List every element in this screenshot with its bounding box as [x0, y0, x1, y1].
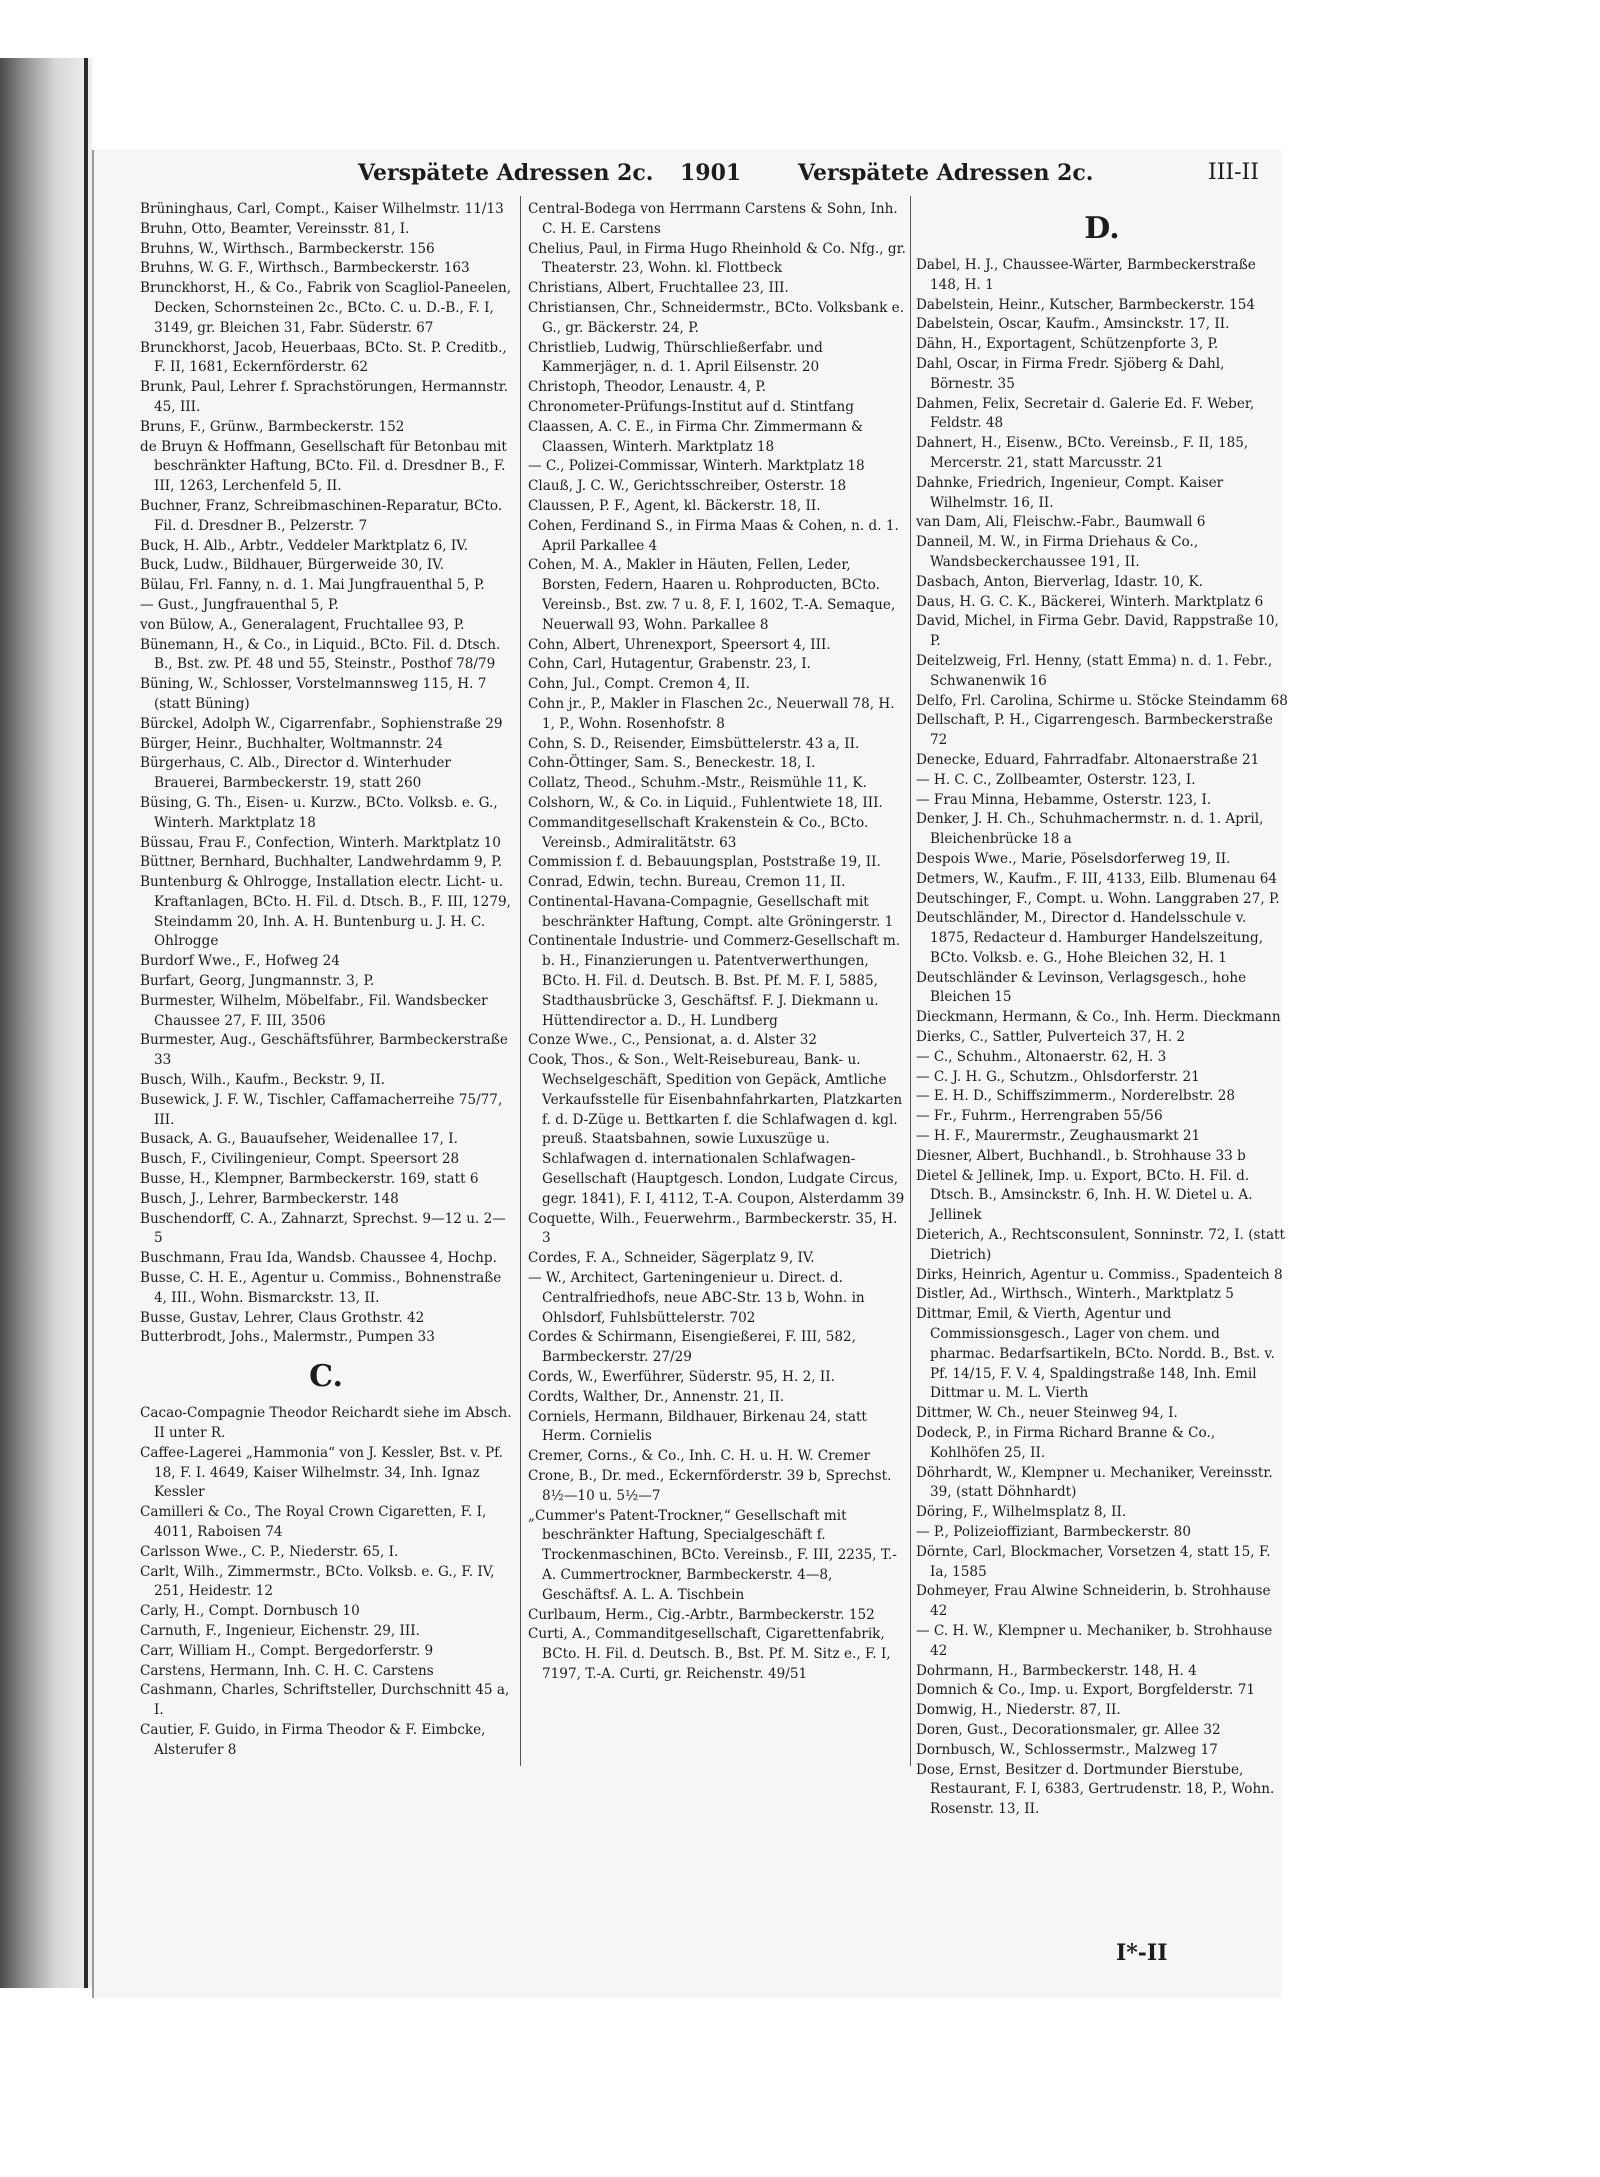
directory-entry: Domwig, H., Niederstr. 87, II.	[916, 1702, 1121, 1719]
directory-entry: Central-Bodega von Herrmann Carstens & Sohn, Inh. C. H. E. Carstens	[528, 201, 898, 237]
directory-entry: Bürgerhaus, C. Alb., Director d. Winterhuder Brauerei, Barmbeckerstr. 19, statt 260	[140, 755, 451, 792]
directory-entry: Dodeck, P., in Firma Richard Branne & Co., Kohlhöfen 25, II.	[916, 1425, 1216, 1461]
directory-entry: — P., Polizeioffiziant, Barmbeckerstr. 80	[916, 1524, 1191, 1540]
directory-entry: — C., Polizei-Commissar, Winterh. Marktplatz 18	[528, 458, 865, 475]
directory-entry: Butterbrodt, Johs., Malermstr., Pumpen 33	[140, 1329, 435, 1346]
directory-entry: Delfo, Frl. Carolina, Schirme u. Stöcke Steindamm 68	[916, 692, 1288, 709]
directory-entry: Dähn, H., Exportagent, Schützenpforte 3, P.	[916, 336, 1219, 353]
directory-entry: de Bruyn & Hoffmann, Gesellschaft für Betonbau mit beschränkter Haftung, BCto. Fil. d. Dresdner B., F. III, 1263, Lerchenfeld 5, II.	[140, 438, 507, 495]
book-binding	[0, 58, 92, 1988]
directory-entry: Chelius, Paul, in Firma Hugo Rheinhold & Co. Nfg., gr. Theaterstr. 23, Wohn. kl. Flottbeck	[528, 240, 906, 277]
directory-entry: Cacao-Compagnie Theodor Reichardt siehe im Absch. II unter R.	[140, 1405, 512, 1442]
directory-entry: Diesner, Albert, Buchhandl., b. Strohhause 33 b	[916, 1147, 1246, 1164]
directory-entry: Dieckmann, Hermann, & Co., Inh. Herm. Dieckmann	[916, 1009, 1281, 1026]
column-rule-1	[520, 196, 521, 1766]
directory-entry: Dittmer, W. Ch., neuer Steinweg 94, I.	[916, 1405, 1178, 1422]
directory-entry: Busse, C. H. E., Agentur u. Commiss., Bohnenstraße 4, III., Wohn. Bismarckstr. 13, II.	[140, 1270, 502, 1306]
footer-signature: I*-II	[1116, 1940, 1168, 1966]
directory-entry: Doren, Gust., Decorationsmaler, gr. Allee 32	[916, 1721, 1221, 1738]
directory-entry: Dahl, Oscar, in Firma Fredr. Sjöberg & Dahl, Börnestr. 35	[916, 355, 1225, 392]
directory-entry: Buck, H. Alb., Arbtr., Veddeler Marktplatz 6, IV.	[140, 537, 469, 554]
directory-entry: Burmester, Wilhelm, Möbelfabr., Fil. Wandsbecker Chaussee 27, F. III, 3506	[140, 992, 488, 1029]
directory-entry: Brunckhorst, H., & Co., Fabrik von Scagliol-Paneelen, Decken, Schornsteinen 2c., BCto. C. u. D.-B., F. I, 3149, gr. Bleichen 31, Fabr. Süderstr. 67	[140, 280, 512, 336]
directory-entry: Büssau, Frau F., Confection, Winterh. Marktplatz 10	[140, 834, 501, 851]
directory-entry: — C. H. W., Klempner u. Mechaniker, b. Strohhause 42	[916, 1622, 1273, 1659]
directory-entry: Dose, Ernst, Besitzer d. Dortmunder Bierstube, Restaurant, F. I, 6383, Gertrudenstr. 18, P., Wohn. Rosenstr. 13, II.	[916, 1761, 1275, 1818]
directory-entry: Burdorf Wwe., F., Hofweg 24	[140, 953, 340, 970]
directory-entry: Deitelzweig, Frl. Henny, (statt Emma) n. d. 1. Febr., Schwanenwik 16	[916, 652, 1273, 689]
directory-entry: Dellschaft, P. H., Cigarrengesch. Barmbeckerstraße 72	[916, 712, 1273, 749]
directory-entry: Cohen, M. A., Makler in Häuten, Fellen, Leder, Borsten, Federn, Haaren u. Rohproducten, BCto. Vereinsb., Bst. zw. 7 u. 8, F. I, 1602, T.-A. Semaque, Neuerwall 93, Wohn. Parkallee 8	[528, 557, 896, 633]
directory-entry: Büttner, Bernhard, Buchhalter, Landwehrdamm 9, P.	[140, 854, 503, 871]
directory-entry: Cordts, Walther, Dr., Annenstr. 21, II.	[528, 1388, 785, 1405]
directory-entry: Christians, Albert, Fruchtallee 23, III.	[528, 280, 789, 297]
directory-entry: Danneil, M. W., in Firma Driehaus & Co., Wandsbeckerchaussee 191, II.	[916, 534, 1199, 570]
directory-entry: — C. J. H. G., Schutzm., Ohlsdorferstr. 21	[916, 1068, 1200, 1085]
directory-entry: Crone, B., Dr. med., Eckernförderstr. 39 b, Sprechst. 8½—10 u. 5½—7	[528, 1468, 892, 1504]
directory-entry: Carr, William H., Compt. Bergedorferstr. 9	[140, 1642, 434, 1659]
binding-edge	[84, 58, 88, 1988]
directory-entry: Busse, H., Klempner, Barmbeckerstr. 169, statt 6	[140, 1171, 479, 1188]
column-3	[916, 200, 1288, 1850]
directory-entry: Carlsson Wwe., C. P., Niederstr. 65, I.	[140, 1543, 399, 1560]
directory-entry: Bünemann, H., & Co., in Liquid., BCto. Fil. d. Dtsch. B., Bst. zw. Pf. 48 und 55, Steinstr., Posthof 78/79	[140, 636, 501, 673]
directory-entry: Cohn-Öttinger, Sam. S., Beneckestr. 18, I.	[528, 755, 816, 772]
directory-entry: Detmers, W., Kaufm., F. III, 4133, Eilb. Blumenau 64	[916, 870, 1278, 887]
directory-entry: Dohrmann, H., Barmbeckerstr. 148, H. 4	[916, 1662, 1197, 1679]
directory-entry: Busse, Gustav, Lehrer, Claus Grothstr. 42	[140, 1309, 425, 1326]
directory-entry: Bürckel, Adolph W., Cigarrenfabr., Sophienstraße 29	[140, 715, 503, 732]
directory-entry: Carnuth, F., Ingenieur, Eichenstr. 29, III.	[140, 1622, 420, 1639]
directory-entry: Döhrhardt, W., Klempner u. Mechaniker, Vereinsstr. 39, (statt Döhnhardt)	[916, 1464, 1273, 1501]
directory-entry: Christlieb, Ludwig, Thürschließerfabr. und Kammerjäger, n. d. 1. April Eilsenstr. 20	[528, 339, 823, 376]
directory-entry: Christiansen, Chr., Schneidermstr., BCto. Volksbank e. G., gr. Bäckerstr. 24, P.	[528, 299, 905, 336]
directory-entry: Cautier, F. Guido, in Firma Theodor & F. Eimbcke, Alsterufer 8	[140, 1721, 486, 1758]
header-year: 1901	[680, 160, 742, 186]
directory-entry: Buschendorff, C. A., Zahnarzt, Sprechst. 9—12 u. 2—5	[140, 1210, 506, 1247]
directory-entry: Buck, Ludw., Bildhauer, Bürgerweide 30, IV.	[140, 557, 445, 574]
directory-entry: Dasbach, Anton, Bierverlag, Idastr. 10, K.	[916, 573, 1203, 590]
directory-entry: Bruns, F., Grünw., Barmbeckerstr. 152	[140, 418, 405, 435]
directory-entry: Cohn, S. D., Reisender, Eimsbüttelerstr. 43 a, II.	[528, 735, 860, 752]
directory-entry: Dieterich, A., Rechtsconsulent, Sonninstr. 72, I. (statt Dietrich)	[916, 1227, 1285, 1263]
directory-entry: von Bülow, A., Generalagent, Fruchtallee 93, P.	[140, 616, 465, 633]
directory-entry: Brunckhorst, Jacob, Heuerbaas, BCto. St. P. Creditb., F. II, 1681, Eckernförderstr. 62	[140, 339, 507, 376]
directory-entry: Büning, W., Schlosser, Vorstelmannsweg 115, H. 7 (statt Büning)	[140, 676, 487, 712]
directory-entry: Dietel & Jellinek, Imp. u. Export, BCto. H. Fil. d. Dtsch. B., Amsinckstr. 6, Inh. H. W. Dietel u. A. Jellinek	[916, 1167, 1253, 1224]
directory-entry: Domnich & Co., Imp. u. Export, Borgfelderstr. 71	[916, 1682, 1255, 1699]
directory-entry: Daus, H. G. C. K., Bäckerei, Winterh. Marktplatz 6	[916, 593, 1264, 610]
directory-entry: Busewick, J. F. W., Tischler, Caffamacherreihe 75/77, III.	[140, 1091, 503, 1128]
directory-entry: — E. H. D., Schiffszimmerm., Norderelbstr. 28	[916, 1088, 1236, 1105]
directory-entry: Dahnert, H., Eisenw., BCto. Vereinsb., F. II, 185, Mercerstr. 21, statt Marcusstr. 21	[916, 435, 1249, 471]
section-letter: D.	[1084, 211, 1120, 246]
directory-entry: Busch, J., Lehrer, Barmbeckerstr. 148	[140, 1190, 399, 1207]
directory-entry: Corniels, Hermann, Bildhauer, Birkenau 24, statt Herm. Cornielis	[528, 1408, 867, 1445]
directory-entry: Denker, J. H. Ch., Schuhmachermstr. n. d. 1. April, Bleichenbrücke 18 a	[916, 811, 1264, 848]
directory-entry: Caffee-Lagerei „Hammonia“ von J. Kessler, Bst. v. Pf. 18, F. I. 4649, Kaiser Wilhelmstr. 34, Inh. Ignaz Kessler	[140, 1444, 503, 1501]
directory-entry: Bürger, Heinr., Buchhalter, Woltmannstr. 24	[140, 735, 444, 752]
header-right: Verspätete Adressen 2c.	[798, 160, 1094, 186]
directory-entry: — Fr., Fuhrm., Herrengraben 55/56	[916, 1108, 1163, 1125]
directory-entry: van Dam, Ali, Fleischw.-Fabr., Baumwall 6	[916, 514, 1206, 531]
directory-entry: Buntenburg & Ohlrogge, Installation electr. Licht- u. Kraftanlagen, BCto. H. Fil. d. Dtsch. B., F. III, 1279, Steindamm 20, Inh. A. H. Buntenburg u. J. H. C. Ohlrogge	[140, 874, 511, 950]
directory-entry: Dahnke, Friedrich, Ingenieur, Compt. Kaiser Wilhelmstr. 16, II.	[916, 474, 1224, 511]
column-1	[140, 200, 512, 1850]
directory-entry: Dirks, Heinrich, Agentur u. Commiss., Spadenteich 8	[916, 1266, 1283, 1283]
directory-entry: Deutschländer, M., Director d. Handelsschule v. 1875, Redacteur d. Hamburger Handelszeitung, BCto. Volksb. e. G., Hohe Bleichen 32, H. 1	[916, 910, 1264, 966]
directory-entry: Bruhn, Otto, Beamter, Vereinsstr. 81, I.	[140, 220, 410, 237]
directory-entry: — H. F., Maurermstr., Zeughausmarkt 21	[916, 1128, 1201, 1145]
directory-entry: Cohn jr., P., Makler in Flaschen 2c., Neuerwall 78, H. 1, P., Wohn. Rosenhofstr. 8	[528, 695, 895, 732]
directory-entry: Cohn, Jul., Compt. Cremon 4, II.	[528, 676, 750, 693]
directory-entry: Despois Wwe., Marie, Pöselsdorferweg 19, II.	[916, 850, 1231, 867]
directory-entry: — Gust., Jungfrauenthal 5, P.	[140, 596, 339, 613]
directory-entry: David, Michel, in Firma Gebr. David, Rappstraße 10, P.	[916, 613, 1279, 650]
directory-entry: Denecke, Eduard, Fahrradfabr. Altonaerstraße 21	[916, 751, 1260, 768]
directory-entry: Carstens, Hermann, Inh. C. H. C. Carstens	[140, 1662, 434, 1679]
directory-entry: Burmester, Aug., Geschäftsführer, Barmbeckerstraße 33	[140, 1032, 508, 1069]
directory-entry: Cordes, F. A., Schneider, Sägerplatz 9, IV.	[528, 1250, 815, 1267]
directory-entry: Burfart, Georg, Jungmannstr. 3, P.	[140, 973, 375, 990]
directory-entry: Dabelstein, Oscar, Kaufm., Amsinckstr. 17, II.	[916, 316, 1230, 333]
directory-entry: Bruhns, W., Wirthsch., Barmbeckerstr. 156	[140, 240, 435, 257]
directory-entry: Brüninghaus, Carl, Compt., Kaiser Wilhelmstr. 11/13	[140, 201, 504, 217]
directory-entry: — H. C. C., Zollbeamter, Osterstr. 123, I.	[916, 771, 1196, 788]
directory-entry: Buchner, Franz, Schreibmaschinen-Reparatur, BCto. Fil. d. Dresdner B., Pelzerstr. 7	[140, 497, 503, 534]
directory-entry: Collatz, Theod., Schuhm.-Mstr., Reismühle 11, K.	[528, 775, 867, 792]
directory-entry: Coquette, Wilh., Feuerwehrm., Barmbeckerstr. 35, H. 3	[528, 1210, 898, 1247]
directory-entry: Colshorn, W., & Co. in Liquid., Fuhlentwiete 18, III.	[528, 794, 883, 811]
directory-entry: Büsing, G. Th., Eisen- u. Kurzw., BCto. Volksb. e. G., Winterh. Marktplatz 18	[140, 794, 498, 831]
directory-entry: Bülau, Frl. Fanny, n. d. 1. Mai Jungfrauenthal 5, P.	[140, 577, 485, 594]
directory-entry: Curlbaum, Herm., Cig.-Arbtr., Barmbeckerstr. 152	[528, 1606, 875, 1623]
directory-entry: Christoph, Theodor, Lenaustr. 4, P.	[528, 379, 767, 396]
directory-entry: Dahmen, Felix, Secretair d. Galerie Ed. F. Weber, Feldstr. 48	[916, 395, 1255, 432]
directory-entry: Buschmann, Frau Ida, Wandsb. Chaussee 4, Hochp.	[140, 1250, 497, 1267]
directory-entry: Deutschländer & Levinson, Verlagsgesch., hohe Bleichen 15	[916, 969, 1247, 1006]
directory-entry: — W., Architect, Garteningenieur u. Direct. d. Centralfriedhofs, neue ABC-Str. 13 b, Wohn. in Ohlsdorf, Fuhlsbüttelerstr. 702	[528, 1270, 865, 1326]
directory-entry: Curti, A., Commanditgesellschaft, Cigarettenfabrik, BCto. H. Fil. d. Deutsch. B., Bst. Pf. M. Sitz e., F. I, 7197, T.-A. Curti, gr. Reichenstr. 49/51	[528, 1626, 891, 1682]
directory-entry: Continental-Havana-Compagnie, Gesellschaft mit beschränkter Haftung, Compt. alte Gröningerstr. 1	[528, 893, 894, 930]
directory-entry: Continentale Industrie- und Commerz-Gesellschaft m. b. H., Finanzierungen u. Patentverwerthungen, BCto. H. Fil. d. Deutsch. B. Bst. Pf. M. F. I, 5885, Stadthausbrücke 3, Geschäftsf. F. J. Diekmann u. Hüttendirector a. D., H. Lundberg	[528, 933, 901, 1029]
directory-entry: Distler, Ad., Wirthsch., Winterh., Marktplatz 5	[916, 1286, 1234, 1303]
directory-entry: Cords, W., Ewerführer, Süderstr. 95, H. 2, II.	[528, 1369, 835, 1386]
directory-entry: Clauß, J. C. W., Gerichtsschreiber, Osterstr. 18	[528, 478, 847, 495]
header-page-number: III-II	[1208, 160, 1259, 185]
directory-entry: Deutschinger, F., Compt. u. Wohn. Langgraben 27, P.	[916, 890, 1280, 907]
directory-entry: Cohn, Albert, Uhrenexport, Speersort 4, III.	[528, 636, 831, 653]
directory-entry: Busack, A. G., Bauaufseher, Weidenallee 17, I.	[140, 1131, 458, 1148]
directory-entry: — Frau Minna, Hebamme, Osterstr. 123, I.	[916, 791, 1212, 808]
section-letter: C.	[309, 1359, 343, 1395]
directory-entry: Carlt, Wilh., Zimmermstr., BCto. Volksb. e. G., F. IV, 251, Heidestr. 12	[140, 1563, 495, 1600]
header-left: Verspätete Adressen 2c.	[358, 160, 654, 186]
column-rule-2	[910, 196, 911, 1766]
directory-entry: — C., Schuhm., Altonaerstr. 62, H. 3	[916, 1048, 1167, 1065]
directory-entry: Cohn, Carl, Hutagentur, Grabenstr. 23, I.	[528, 656, 811, 673]
directory-entry: Cordes & Schirmann, Eisengießerei, F. III, 582, Barmbeckerstr. 27/29	[528, 1329, 856, 1366]
directory-entry: Busch, Wilh., Kaufm., Beckstr. 9, II.	[140, 1072, 386, 1089]
directory-entry: Cremer, Corns., & Co., Inh. C. H. u. H. W. Cremer	[528, 1448, 871, 1465]
directory-entry: Dornbusch, W., Schlossermstr., Malzweg 17	[916, 1741, 1218, 1758]
directory-entry: Conrad, Edwin, techn. Bureau, Cremon 11, II.	[528, 874, 846, 891]
directory-entry: Döring, F., Wilhelmsplatz 8, II.	[916, 1504, 1127, 1521]
directory-entry: Conze Wwe., C., Pensionat, a. d. Alster 32	[528, 1032, 818, 1049]
directory-entry: Busch, F., Civilingenieur, Compt. Speersort 28	[140, 1151, 460, 1168]
directory-entry: Dohmeyer, Frau Alwine Schneiderin, b. Strohhause 42	[916, 1583, 1271, 1620]
directory-entry: Dabel, H. J., Chaussee-Wärter, Barmbeckerstraße 148, H. 1	[916, 257, 1256, 293]
directory-entry: Dabelstein, Heinr., Kutscher, Barmbeckerstr. 154	[916, 296, 1256, 313]
directory-entry: Claassen, A. C. E., in Firma Chr. Zimmermann & Claassen, Winterh. Marktplatz 18	[528, 418, 864, 455]
directory-entry: Camilleri & Co., The Royal Crown Cigaretten, F. I, 4011, Raboisen 74	[140, 1504, 487, 1540]
directory-entry: „Cummer's Patent-Trockner,“ Gesellschaft mit beschränkter Haftung, Specialgeschäft f. Trockenmaschinen, BCto. Vereinsb., F. III, 2235, T.-A. Cummertrockner, Barmbeckerstr. 4—8, Geschäftsf. A. L. A. Tischbein	[528, 1507, 897, 1603]
directory-entry: Cook, Thos., & Son., Welt-Reisebureau, Bank- u. Wechselgeschäft, Spedition von Gepäck, Amtliche Verkaufsstelle für Eisenbahnfahrkarten, Platzkarten f. d. D-Züge u. Bettkarten f. die Schlafwagen d. kgl. preuß. Staatsbahnen, sowie Luxuszüge u. Schlafwagen d. internationalen Schlafwagen-Gesellschaft (Hauptgesch. London, Ludgate Circus, gegr. 1841), F. I, 4112, T.-A. Coupon, Alsterdamm 39	[528, 1052, 905, 1207]
directory-entry: Bruhns, W. G. F., Wirthsch., Barmbeckerstr. 163	[140, 260, 470, 277]
page-header	[138, 160, 1268, 200]
directory-entry: Chronometer-Prüfungs-Institut auf d. Stintfang	[528, 398, 854, 415]
directory-entry: Dittmar, Emil, & Vierth, Agentur und Commissionsgesch., Lager von chem. und pharmac. Bedarfsartikeln, BCto. Nordd. B., Bst. v. Pf. 14/15, F. V. 4, Spaldingstraße 148, Inh. Emil Dittmar u. M. L. Vierth	[916, 1306, 1275, 1402]
directory-entry: Carly, H., Compt. Dornbusch 10	[140, 1603, 360, 1620]
directory-entry: Cashmann, Charles, Schriftsteller, Durchschnitt 45 a, I.	[140, 1682, 510, 1719]
directory-entry: Commanditgesellschaft Krakenstein & Co., BCto. Vereinsb., Admiralitätstr. 63	[528, 814, 869, 851]
directory-entry: Dierks, C., Sattler, Pulverteich 37, H. 2	[916, 1029, 1186, 1046]
column-2	[528, 200, 906, 1850]
directory-entry: Cohen, Ferdinand S., in Firma Maas & Cohen, n. d. 1. April Parkallee 4	[528, 517, 899, 554]
directory-entry: Claussen, P. F., Agent, kl. Bäckerstr. 18, II.	[528, 497, 821, 514]
directory-entry: Dörnte, Carl, Blockmacher, Vorsetzen 4, statt 15, F. Ia, 1585	[916, 1543, 1271, 1580]
directory-entry: Commission f. d. Bebauungsplan, Poststraße 19, II.	[528, 854, 881, 871]
directory-entry: Brunk, Paul, Lehrer f. Sprachstörungen, Hermannstr. 45, III.	[140, 379, 509, 415]
